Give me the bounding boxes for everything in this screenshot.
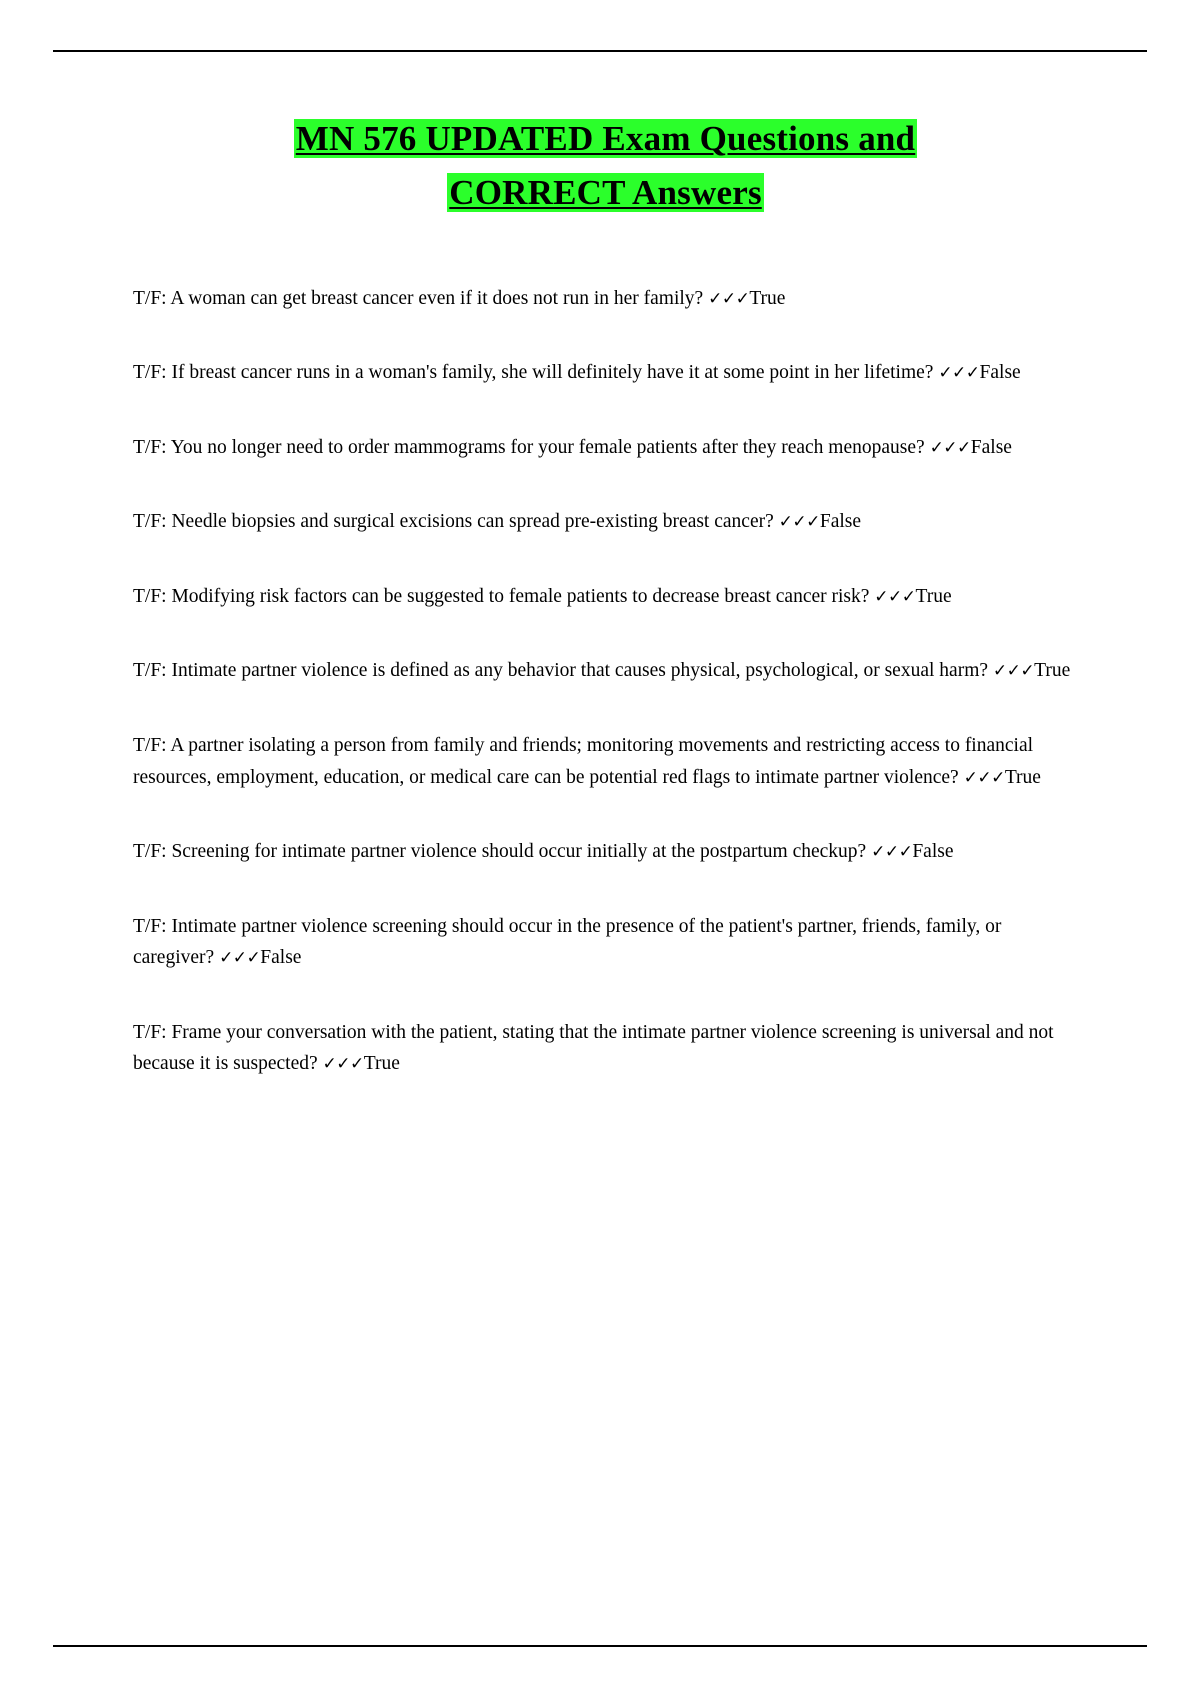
qa-item bbox=[133, 283, 1078, 315]
qa-answer: True bbox=[1004, 766, 1041, 788]
footer-divider bbox=[53, 1645, 1147, 1647]
qa-answer: True bbox=[749, 287, 786, 309]
qa-answer: False bbox=[970, 436, 1012, 458]
check-mark-icon: ✓✓✓ bbox=[322, 1054, 364, 1075]
qa-question: T/F: Modifying risk factors can be suggested to female patients to decrease breast cancer risk? bbox=[133, 585, 875, 607]
qa-answer: True bbox=[1034, 660, 1071, 682]
qa-item bbox=[133, 911, 1078, 974]
qa-item bbox=[133, 655, 1078, 687]
qa-answer: False bbox=[260, 947, 302, 969]
question-answer-list bbox=[133, 283, 1078, 1081]
document-content bbox=[133, 112, 1078, 1123]
check-mark-icon: ✓✓✓ bbox=[219, 948, 261, 969]
qa-question: T/F: If breast cancer runs in a woman's family, she will definitely have it at some point in her lifetime? bbox=[133, 362, 939, 384]
check-mark-icon: ✓✓✓ bbox=[871, 842, 913, 863]
check-mark-icon: ✓✓✓ bbox=[963, 767, 1005, 788]
qa-item bbox=[133, 506, 1078, 538]
qa-question: T/F: A partner isolating a person from family and friends; monitoring movements and restricting access to financial resources, employment, education, or medical care can be potential red flags to intimate partner violence? bbox=[133, 734, 1034, 788]
qa-item bbox=[133, 730, 1078, 793]
qa-answer: False bbox=[979, 362, 1021, 384]
check-mark-icon: ✓✓✓ bbox=[938, 363, 980, 384]
qa-item bbox=[133, 1017, 1078, 1080]
check-mark-icon: ✓✓✓ bbox=[929, 437, 971, 458]
qa-answer: True bbox=[363, 1053, 400, 1075]
qa-item bbox=[133, 432, 1078, 464]
check-mark-icon: ✓✓✓ bbox=[992, 661, 1035, 682]
qa-item bbox=[133, 357, 1078, 389]
page-title-line-2: CORRECT Answers bbox=[449, 173, 762, 213]
check-mark-icon: ✓✓✓ bbox=[708, 288, 750, 309]
qa-question: T/F: Intimate partner violence screening should occur in the presence of the patient's partner, friends, family, or caregiver? bbox=[133, 915, 1002, 969]
qa-answer: False bbox=[912, 841, 954, 863]
qa-answer: True bbox=[915, 585, 952, 607]
qa-question: T/F: Screening for intimate partner violence should occur initially at the postpartum checkup? bbox=[133, 841, 872, 863]
paper-sheet bbox=[33, 0, 1167, 1700]
qa-question: T/F: A woman can get breast cancer even if it does not run in her family? bbox=[133, 287, 709, 309]
qa-question: T/F: You no longer need to order mammograms for your female patients after they reach menopause? bbox=[133, 436, 930, 458]
qa-item bbox=[133, 836, 1078, 868]
check-mark-icon: ✓✓✓ bbox=[874, 586, 916, 607]
qa-answer: False bbox=[819, 511, 862, 533]
header-divider bbox=[53, 50, 1147, 52]
check-mark-icon: ✓✓✓ bbox=[778, 512, 820, 533]
page-title bbox=[133, 112, 1078, 221]
qa-item bbox=[133, 581, 1078, 613]
qa-question: T/F: Frame your conversation with the patient, stating that the intimate partner violence screening is universal and not because it is suspected? bbox=[133, 1021, 1054, 1075]
qa-question: T/F: Intimate partner violence is defined as any behavior that causes physical, psychological, or sexual harm? bbox=[133, 660, 993, 682]
page-title-line-1: MN 576 UPDATED Exam Questions and bbox=[295, 119, 916, 158]
qa-question: T/F: Needle biopsies and surgical excisions can spread pre-existing breast cancer? bbox=[133, 511, 779, 533]
